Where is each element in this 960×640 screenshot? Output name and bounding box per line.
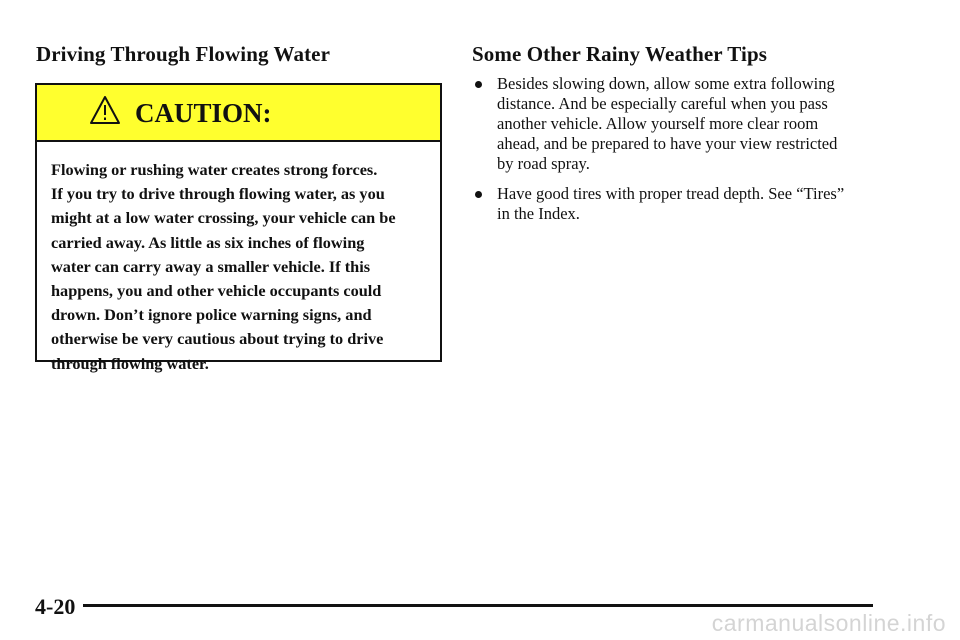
warning-triangle-icon <box>89 95 121 125</box>
tip-line: by road spray. <box>497 154 590 173</box>
tips-list <box>472 74 844 234</box>
caution-line: Flowing or rushing water creates strong forces. <box>51 160 378 179</box>
tip-item <box>472 184 844 224</box>
tip-line: Have good tires with proper tread depth. See “Tires” <box>497 184 845 203</box>
caution-box <box>35 83 442 373</box>
section-heading-rainy-weather-tips: Some Other Rainy Weather Tips <box>472 42 767 66</box>
caution-title: CAUTION: <box>135 98 272 128</box>
section-heading-flowing-water: Driving Through Flowing Water <box>36 42 331 66</box>
watermark: carmanualsonline.info <box>711 610 946 636</box>
tip-line: in the Index. <box>497 204 580 223</box>
tip-line: another vehicle. Allow yourself more clear room <box>497 114 819 133</box>
footer-divider <box>83 604 873 607</box>
bullet-icon <box>475 191 482 198</box>
caution-line: might at a low water crossing, your vehicle can be <box>51 208 396 228</box>
caution-text <box>51 158 396 376</box>
tip-line: ahead, and be prepared to have your view restricted <box>497 134 838 153</box>
tip-item <box>472 74 844 174</box>
caution-line: happens, you and other vehicle occupants could <box>51 280 382 300</box>
page-number: 4-20 <box>35 594 76 619</box>
caution-line: If you try to drive through flowing water, as you <box>51 184 385 204</box>
tip-line: Besides slowing down, allow some extra following <box>497 74 835 93</box>
caution-line: through flowing water. <box>51 353 209 373</box>
bullet-icon <box>475 81 482 88</box>
caution-line: carried away. As little as six inches of flowing <box>51 232 365 252</box>
caution-line: otherwise be very cautious about trying to drive <box>51 329 384 349</box>
tip-line: distance. And be especially careful when you pass <box>497 94 828 113</box>
caution-header <box>37 85 440 142</box>
caution-line: drown. Don’t ignore police warning signs, and <box>51 305 372 325</box>
caution-line: water can carry away a smaller vehicle. If this <box>51 256 371 276</box>
